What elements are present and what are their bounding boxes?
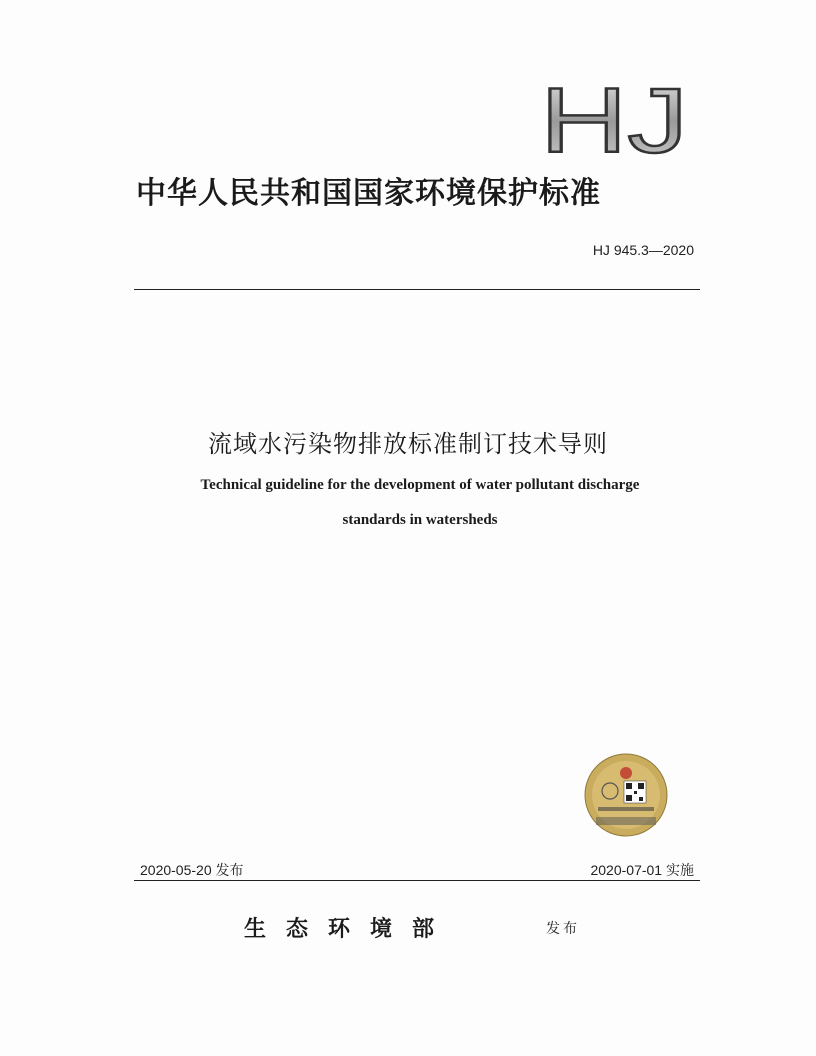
standard-type-heading: 中华人民共和国国家环境保护标准 <box>136 176 601 211</box>
hj-logo <box>540 80 690 156</box>
hj-logo-text: HJ <box>540 80 688 156</box>
bottom-divider <box>134 880 700 881</box>
issue-date: 2020-05-20 发布 <box>140 862 244 878</box>
top-divider <box>134 289 700 290</box>
anti-counterfeit-seal <box>584 753 668 837</box>
document-title-english-line2: standards in watersheds <box>342 512 498 528</box>
implementation-date: 2020-07-01 实施 <box>590 862 694 878</box>
document-title-english-line1: Technical guideline for the development of water pollutant discharge <box>200 477 640 493</box>
standard-number: HJ 945.3—2020 <box>592 242 694 258</box>
publisher-name: 生态环境部 <box>244 916 455 942</box>
publisher-suffix: 发布 <box>546 921 580 937</box>
document-title-chinese: 流域水污染物排放标准制订技术导则 <box>208 430 608 458</box>
